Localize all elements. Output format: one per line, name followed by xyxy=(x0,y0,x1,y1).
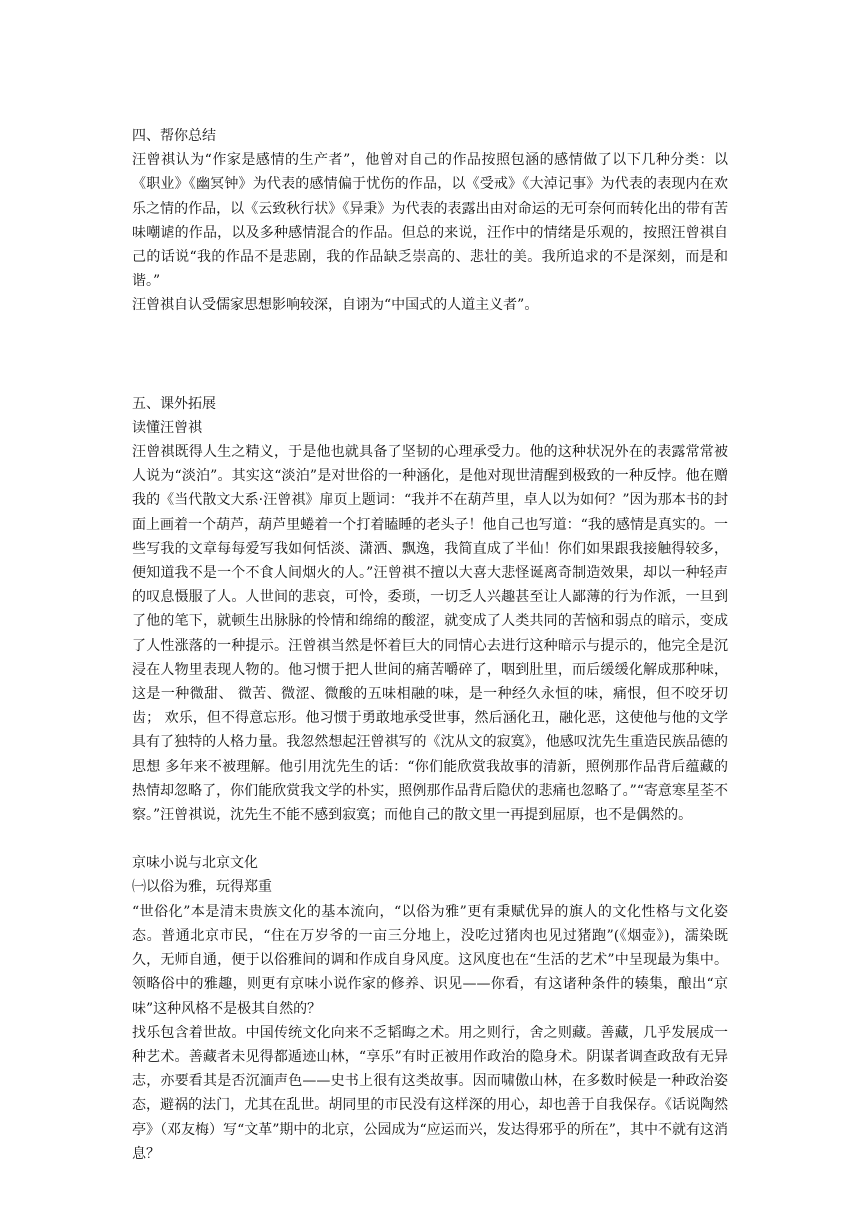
section-heading: 四、帮你总结 xyxy=(132,128,216,144)
paragraph: 汪曾祺既得人生之精义，于是他也就具备了坚韧的心理承受力。他的这种状况外在的表露常常被人说为“淡泊”。其实这“淡泊”是对世俗的一种涵化，是他对现世清醒到极致的一种反悖。他在赠我的《当代散文大系·汪曾祺》扉页上题词：“我并不在葫芦里，卓人以为如何？”因为那本书的封面上画着一个葫芦，葫芦里蜷着一个打着瞌睡的老头子！他自己也写道：“我的感情是真实的。一些写我的文章每每爱写我如何恬淡、潇洒、飘逸，我简直成了半仙！你们如果跟我接触得较多，便知道我不是一个不食人间烟火的人。”汪曾祺不擅以大喜大悲怪诞离奇制造效果，却以一种轻声的叹息慑服了人。人世间的悲哀，可怜，委琐，一切乏人兴趣甚至让人鄙薄的行为作派，一旦到了他的笔下，就顿生出脉脉的怜情和绵绵的酸涩，就变成了人类共同的苦恼和弱点的暗示，变成了人性涨落的一种提示。汪曾祺当然是怀着巨大的同情心去进行这种暗示与提示的，他完全是沉浸在人物里表现人物的。他习惯于把人世间的痛苦嚼碎了，咽到肚里，而后缓缓化解成那种味，这是一种微甜、 微苦、微涩、微酸的五味相融的味，是一种经久永恒的味，痛恨，但不咬牙切齿； 欢乐，但不得意忘形。他习惯于勇敢地承受世事，然后涵化丑，融化恶，这使他与他的文学具有了独特的人格力量。我忽然想起汪曾祺写的《沈从文的寂寞》，他感叹沈先生重造民族品德的思想 多年来不被理解。他引用沈先生的话：“你们能欣赏我故事的清新，照例那作品背后蕴藏的热情却忽略了，你们能欣赏我文学的朴实，照例那作品背后隐伏的悲痛也忽略了。”“寄意寒星荃不察。”汪曾祺说，沈先生不能不感到寂寞；而他自己的散文里一再提到屈原，也不是偶然的。 xyxy=(132,444,728,824)
section-summary xyxy=(132,124,728,318)
paragraph: 汪曾祺认为“作家是感情的生产者”，他曾对自己的作品按照包涵的感情做了以下几种分类：以《职业》《幽冥钟》为代表的感情偏于忧伤的作品，以《受戒》《大淖记事》为代表的表现内在欢乐之情的作品，以《云致秋行状》《异秉》为代表的表露出由对命运的无可奈何而转化出的带有苦味嘲谑的作品，以及多种感情混合的作品。但总的来说，汪作中的情绪是乐观的，按照汪曾祺自己的话说“我的作品不是悲剧，我的作品缺乏崇高的、悲壮的美。我所追求的不是深刻，而是和谐。” xyxy=(132,152,728,290)
section-subheading: ㈠以俗为雅，玩得郑重 xyxy=(132,879,272,896)
section-subheading: 读懂汪曾祺 xyxy=(132,419,202,436)
section-beijing-culture xyxy=(132,851,728,1166)
section-heading: 五、课外拓展 xyxy=(132,395,216,412)
document-page xyxy=(132,124,728,1166)
paragraph: 汪曾祺自认受儒家思想影响较深，自诩为“中国式的人道主义者”。 xyxy=(132,297,539,314)
section-heading: 京味小说与北京文化 xyxy=(132,855,258,872)
paragraph: “世俗化”本是清末贵族文化的基本流向，“以俗为雅”更有秉赋优异的旗人的文化性格与文化姿态。普通北京市民，“住在万岁爷的一亩三分地上，没吃过猪肉也见过猪跑”(《烟壶》)，濡染既久，无师自通，便于以俗雅间的调和作成自身风度。这风度也在“生活的艺术”中呈现最为集中。领略俗中的雅趣，则更有京味小说作家的修养、识见——你看，有这诸种条件的辏集，酿出“京味”这种风格不是极其自然的？ xyxy=(132,903,728,1017)
section-extension xyxy=(132,392,728,828)
paragraph: 找乐包含着世故。中国传统文化向来不乏韬晦之术。用之则行，舍之则藏。善藏，几乎发展成一种艺术。善藏者未见得都遁迹山林，“享乐”有时正被用作政治的隐身术。阴谋者调查政敌有无异志，亦要看其是否沉湎声色——史书上很有这类故事。因而啸傲山林，在多数时候是一种政治姿态，避祸的法门，尤其在乱世。胡同里的市民没有这样深的用心，却也善于自我保存。《话说陶然亭》（邓友梅）写“文革”期中的北京，公园成为“应运而兴，发达得邪乎的所在”，其中不就有这消息？ xyxy=(132,1024,728,1162)
